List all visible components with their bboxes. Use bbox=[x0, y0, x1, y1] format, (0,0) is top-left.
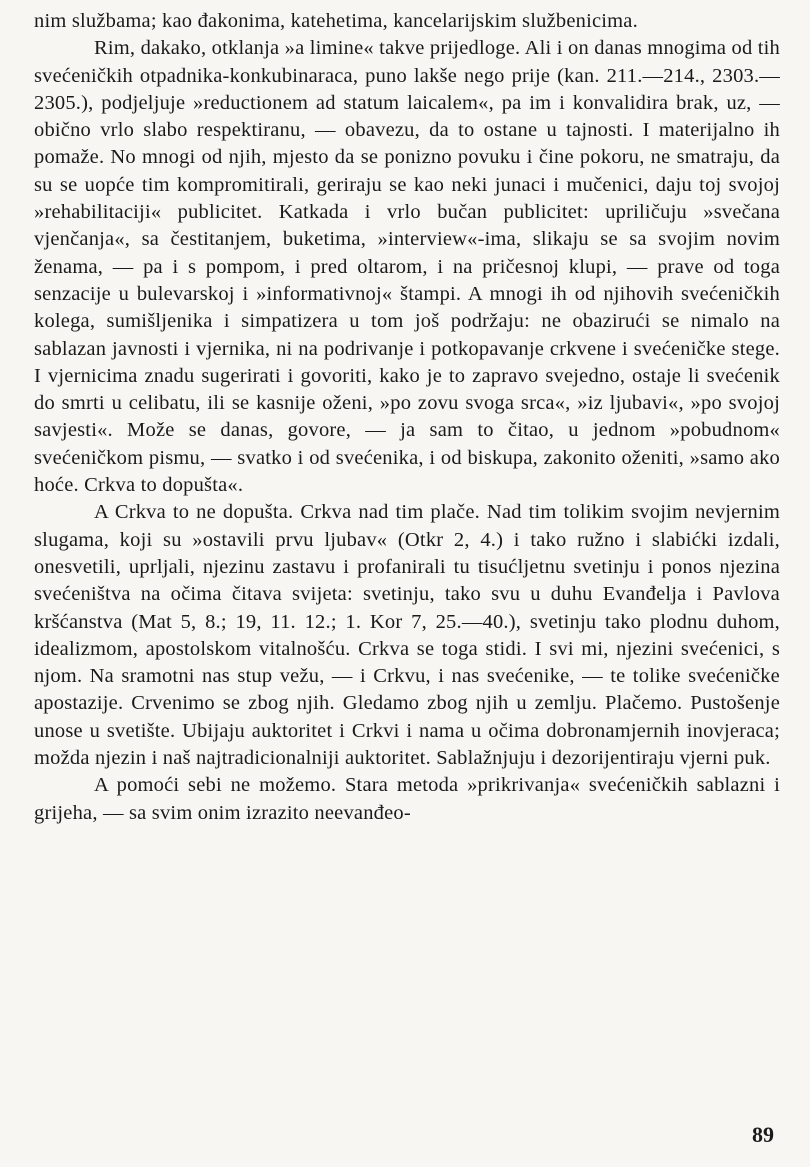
paragraph-crkva-ne-dopusta: A Crkva to ne dopušta. Crkva nad tim plače. Nad tim tolikim svojim nevjernim slugama, koji su »ostavili prvu ljubav« (Otkr 2, 4.) i tako ružno i slabićki izdali, onesvetili, uprljali, njezinu zastavu i profanirali tu tisućljetnu svetinju i ponos njezina svećeništva na očima čitava svijeta: svetinju, tako svu u duhu Evanđelja i Pavlova kršćanstva (Mat 5, 8.; 19, 11. 12.; 1. Kor 7, 25.—40.), svetinju tako plodnu duhom, idealizmom, apostolskom vitalnošću. Crkva se toga stidi. I svi mi, njezini svećenici, s njom. Na sramotni nas stup vežu, — i Crkvu, i nas svećenike, — te tolike svećeničke apostazije. Crvenimo se zbog njih. Gledamo zbog njih u zemlju. Plačemo. Pustošenje unose u svetište. Ubijaju auktoritet i Crkvi i nama u očima dobronamjernih inovjeraca; možda njezin i naš najtradicionalniji auktoritet. Sablažnjuju i dezorijentiraju vjerni puk. bbox=[34, 501, 780, 770]
paragraph-continuation: nim službama; kao đakonima, katehetima, kancelarijskim službenicima. bbox=[34, 10, 638, 32]
paragraph-pomoci-sebi: A pomoći sebi ne možemo. Stara metoda »prikrivanja« svećeničkih sablazni i grijeha, — sa svim onim izrazito neevanđeo- bbox=[34, 774, 780, 824]
page-text-body bbox=[34, 8, 780, 827]
paragraph-rim: Rim, dakako, otklanja »a limine« takve prijedloge. Ali i on danas mnogima od tih svećeničkih otpadnika-konkubinaraca, puno lakše nego prije (kan. 211.—214., 2303.—2305.), podjeljuje »reductionem ad statum laicalem«, pa im i konvalidira brak, uz, — obično vrlo slabo respektiranu, — obavezu, da to ostane u tajnosti. I materijalno ih pomaže. No mnogi od njih, mjesto da se ponizno povuku i čine pokoru, ne smatraju, da su se uopće tim kompromitirali, geriraju se kao neki junaci i mučenici, daju toj svojoj »rehabilitaciji« publicitet. Katkada i vrlo bučan publicitet: upriličuju »svečana vjenčanja«, sa čestitanjem, buketima, »interview«-ima, slikaju se sa svojim novim ženama, — pa i s pompom, i pred oltarom, i na pričesnoj klupi, — prave od toga senzacije u bulevarskoj i »informativnoj« štampi. A mnogi ih od njihovih svećeničkih kolega, sumišljenika i simpatizera u tom još podržaju: ne obazirući se nimalo na sablazan javnosti i vjernika, ni na podrivanje i potkopavanje crkvene i svećeničke stege. I vjernicima znadu sugerirati i govoriti, kako je to zapravo svejedno, ostaje li svećenik do smrti u celibatu, ili se kasnije oženi, »po zovu svoga srca«, »iz ljubavi«, »po svojoj savjesti«. Može se danas, govore, — ja sam to čitao, u jednom »pobudnom« svećeničkom pismu, — svatko i od svećenika, i od biskupa, zakonito oženiti, »samo ako hoće. Crkva to dopušta«. bbox=[34, 37, 780, 497]
page-number: 89 bbox=[752, 1122, 774, 1147]
